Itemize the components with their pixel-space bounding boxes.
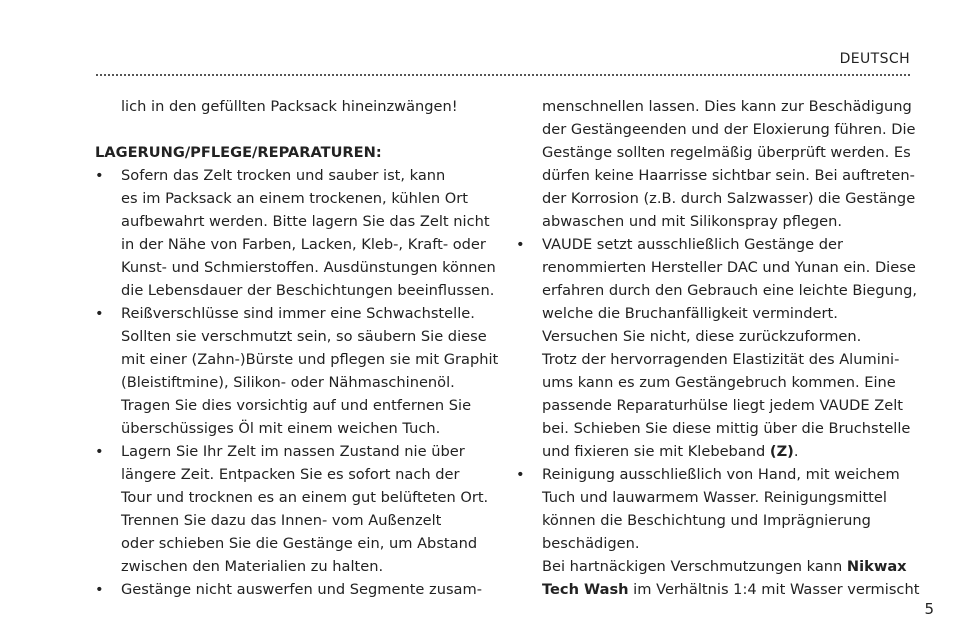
text-line: Trennen Sie dazu das Innen- vom Außenzelt — [121, 512, 442, 529]
text-line: • Sofern das Zelt trocken und sauber ist, kann — [121, 167, 446, 184]
text-line: renommierten Hersteller DAC und Yunan ein. Diese — [542, 259, 916, 276]
text-line: • Reißverschlüsse sind immer eine Schwachstelle. — [121, 305, 475, 322]
text-line: • Reinigung ausschließlich von Hand, mit weichem — [542, 466, 900, 483]
text-line: Sollten sie verschmutzt sein, so säubern Sie diese — [121, 328, 487, 345]
text-line: • VAUDE setzt ausschließlich Gestänge der — [542, 236, 844, 253]
section-heading: LAGERUNG/PFLEGE/REPARATUREN: — [95, 144, 382, 161]
left-column — [95, 95, 500, 601]
text-run: . — [793, 443, 799, 460]
text-line — [542, 555, 916, 578]
text-line: Trotz der hervorragenden Elastizität des Alumini- — [542, 351, 900, 368]
text-line — [542, 578, 920, 601]
text-line: Tour und trocknen es an einem gut belüfteten Ort. — [121, 489, 489, 506]
text-line: Kunst- und Schmierstoffen. Ausdünstungen können — [121, 259, 496, 276]
bullet-vaude-poles — [516, 233, 916, 463]
text-line: oder schieben Sie die Gestänge ein, um Abstand — [121, 535, 478, 552]
text-line: es im Packsack an einem trockenen, kühlen Ort — [121, 190, 468, 207]
bullet-zippers — [95, 302, 500, 440]
text-line: Tragen Sie dies vorsichtig auf und entfernen Sie — [121, 397, 472, 414]
text-line: Tuch und lauwarmem Wasser. Reinigungsmittel — [542, 489, 887, 506]
intro-line: lich in den gefüllten Packsack hineinzwängen! — [121, 98, 458, 115]
bullet-wet-storage — [95, 440, 500, 578]
language-label: DEUTSCH — [839, 51, 910, 67]
text-run: und fixieren sie mit Klebeband — [542, 443, 770, 460]
text-line: bei. Schieben Sie diese mittig über die Bruchstelle — [542, 420, 911, 437]
text-line: die Lebensdauer der Beschichtungen beeinflussen. — [121, 282, 495, 299]
text-line: passende Reparaturhülse liegt jedem VAUDE Zelt — [542, 397, 904, 414]
text-line: • Gestänge nicht auswerfen und Segmente zusam- — [121, 581, 482, 598]
dotted-divider — [96, 74, 910, 76]
text-line: in der Nähe von Farben, Lacken, Kleb-, Kraft- oder — [121, 236, 486, 253]
text-line: Versuchen Sie nicht, diese zurückzuformen. — [542, 328, 862, 345]
text-line: der Gestängeenden und der Eloxierung führen. Die — [542, 121, 916, 138]
text-line: zwischen den Materialien zu halten. — [121, 558, 384, 575]
text-line — [542, 440, 916, 463]
bullet-cleaning — [516, 463, 920, 601]
text-line: aufbewahrt werden. Bitte lagern Sie das Zelt nicht — [121, 213, 490, 230]
text-line: erfahren durch den Gebrauch eine leichte Biegung, — [542, 282, 918, 299]
bullet-poles — [95, 578, 500, 601]
text-line: dürfen keine Haarrisse sichtbar sein. Bei auftreten- — [542, 167, 915, 184]
text-line: beschädigen. — [542, 535, 640, 552]
right-column — [516, 95, 920, 601]
text-line: • Lagern Sie Ihr Zelt im nassen Zustand nie über — [121, 443, 465, 460]
bullet-storage — [95, 164, 500, 302]
text-line: können die Beschichtung und Imprägnierung — [542, 512, 871, 529]
text-line: der Korrosion (z.B. durch Salzwasser) die Gestänge — [542, 190, 916, 207]
figure-reference: (Z) — [769, 443, 794, 460]
product-name: Tech Wash — [542, 581, 629, 598]
text-line: (Bleistiftmine), Silikon- oder Nähmaschinenöl. — [121, 374, 455, 391]
text-line: Gestänge sollten regelmäßig überprüft werden. Es — [542, 144, 911, 161]
text-line: mit einer (Zahn-)Bürste und pflegen sie mit Graphit — [121, 351, 499, 368]
poles-continuation — [516, 95, 916, 233]
text-line: überschüssiges Öl mit einem weichen Tuch. — [121, 420, 441, 437]
product-name: Nikwax — [846, 558, 907, 575]
text-line: menschnellen lassen. Dies kann zur Beschädigung — [542, 98, 912, 115]
text-line: längere Zeit. Entpacken Sie es sofort nach der — [121, 466, 460, 483]
text-run: Bei hartnäckigen Verschmutzungen kann — [542, 558, 847, 575]
page-number: 5 — [924, 600, 934, 618]
text-line: ums kann es zum Gestängebruch kommen. Eine — [542, 374, 896, 391]
text-line: abwaschen und mit Silikonspray pflegen. — [542, 213, 843, 230]
text-line: welche die Bruchanfälligkeit vermindert. — [542, 305, 838, 322]
text-run: im Verhältnis 1:4 mit Wasser vermischt — [628, 581, 920, 598]
